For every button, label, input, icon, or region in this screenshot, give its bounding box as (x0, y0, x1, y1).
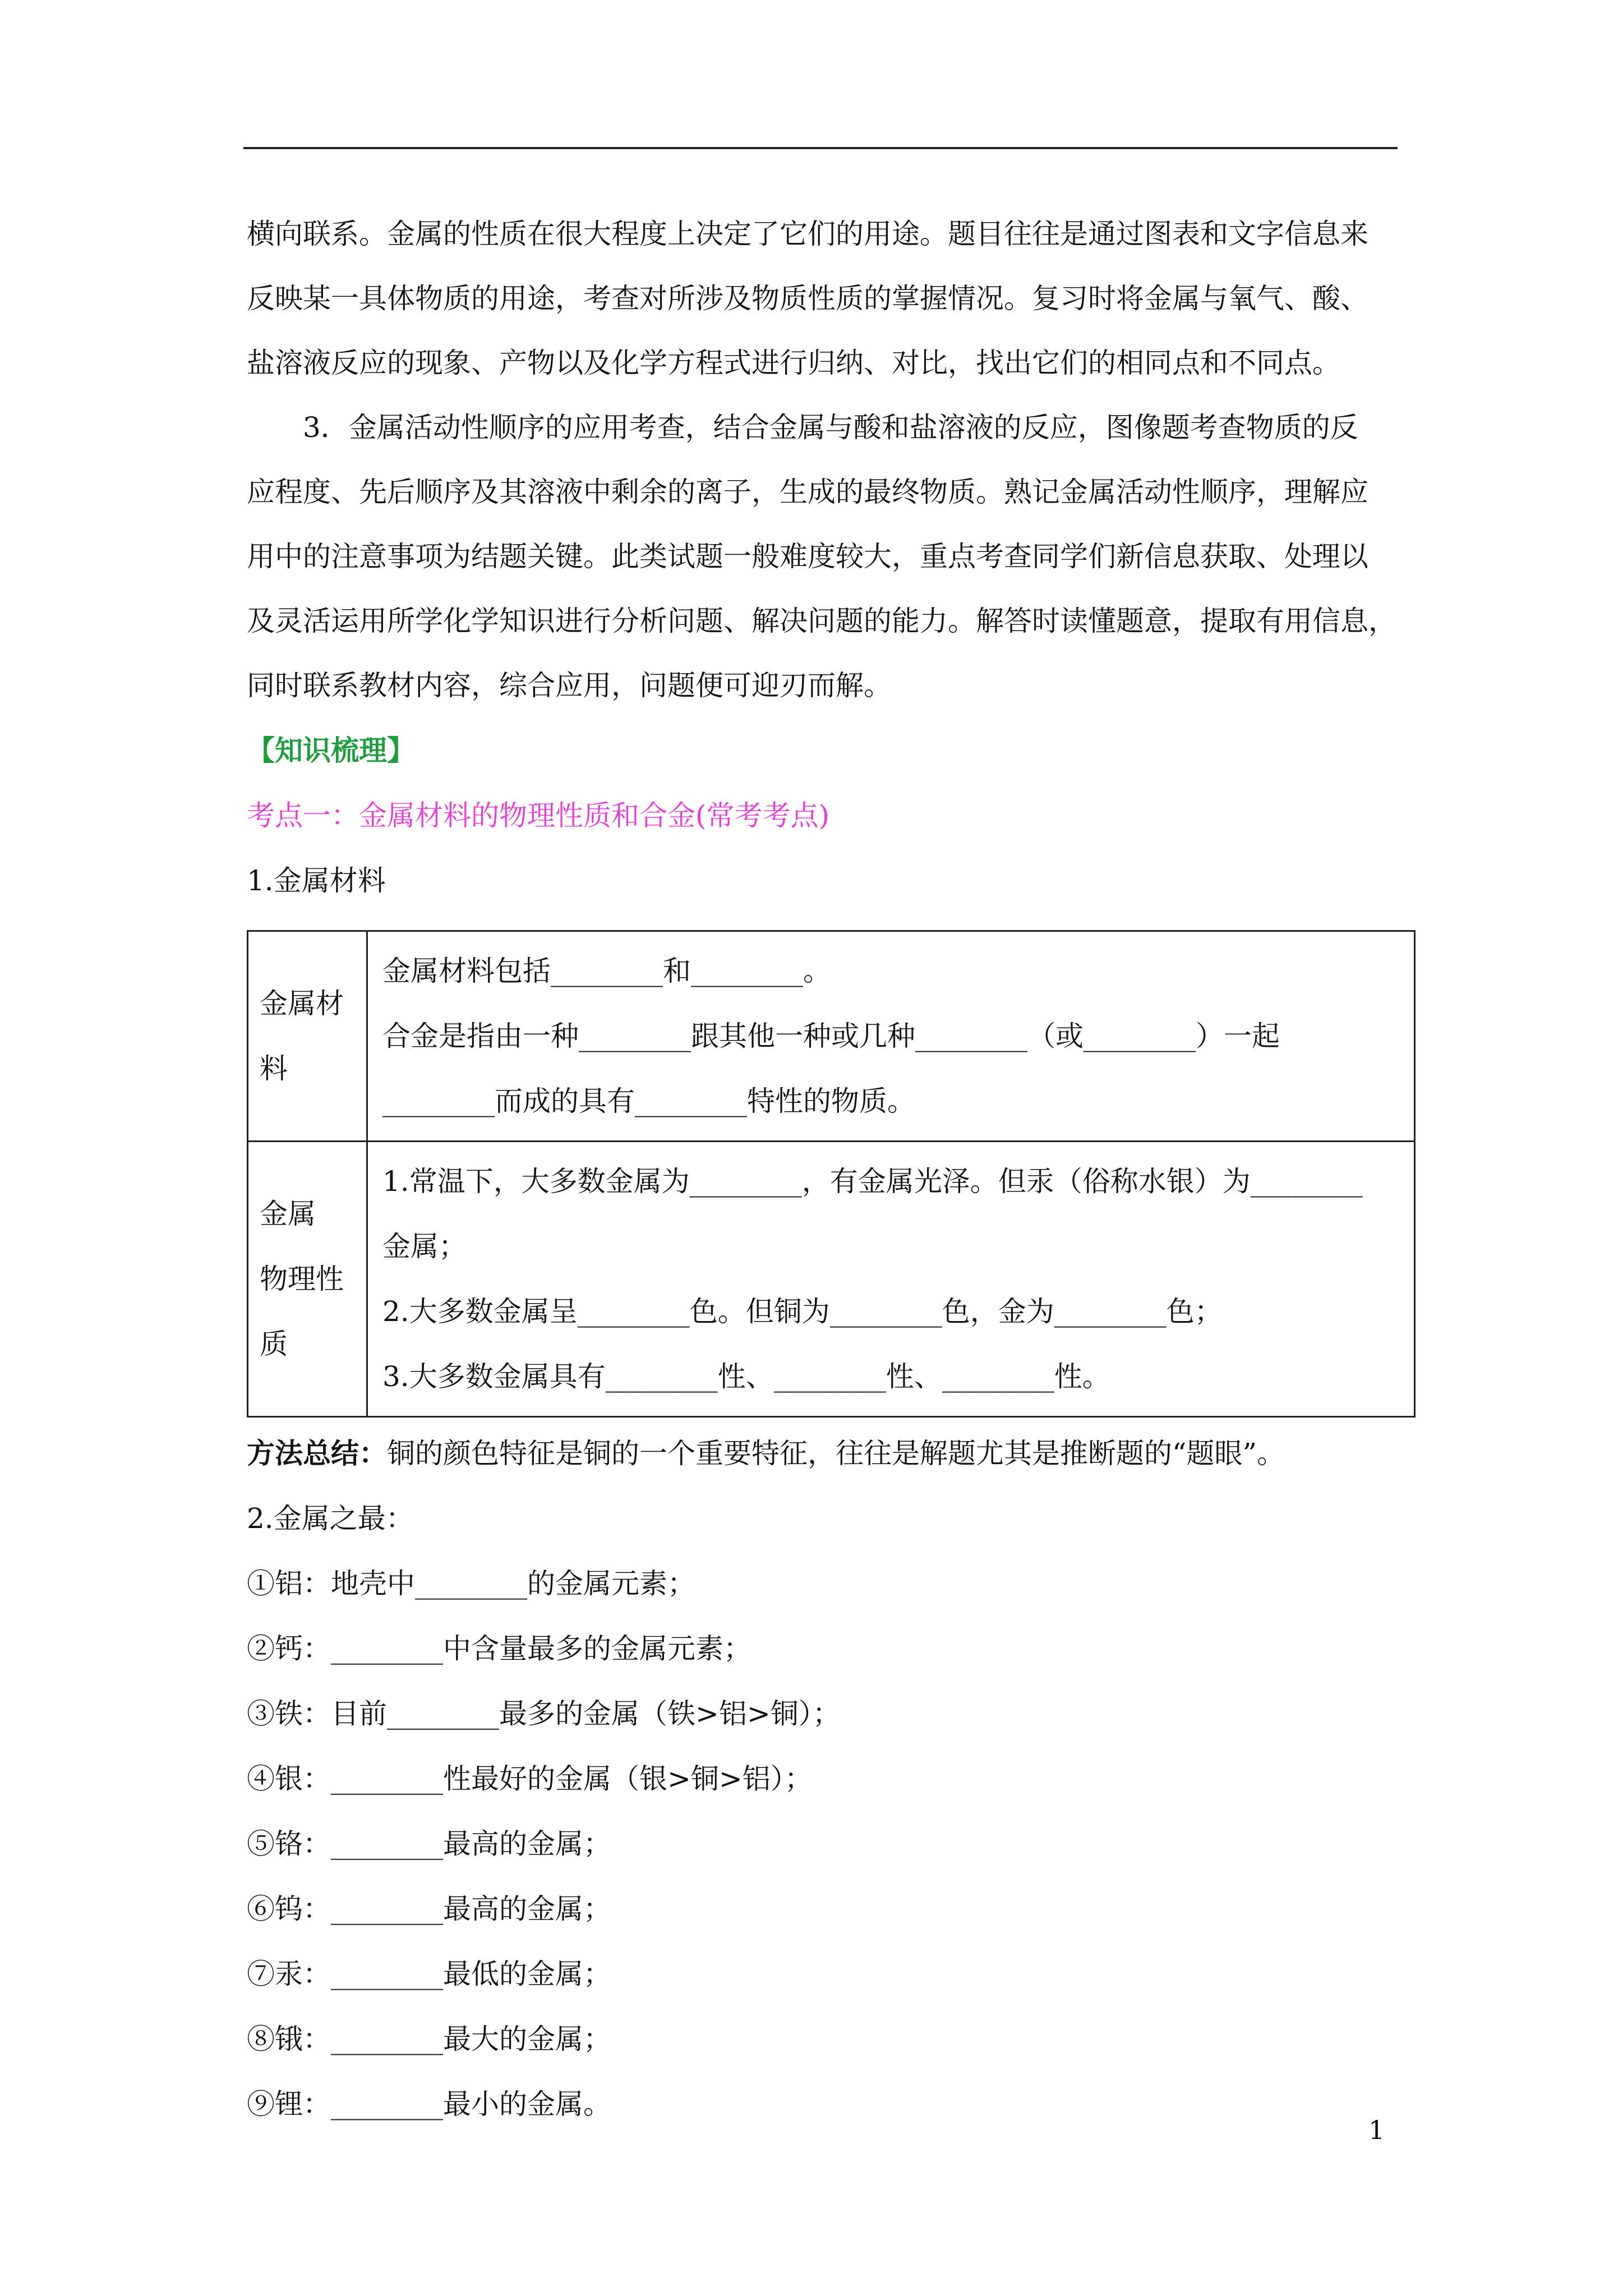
list-item: ④银：________性最好的金属（银>铜>铝）； (247, 1763, 813, 1795)
intro-paragraph-2 (247, 395, 1404, 718)
intro-paragraph-1 (247, 202, 1404, 395)
document-body (247, 202, 1404, 2137)
row-header-line: 金属 (260, 1198, 316, 1230)
paragraph-line: 用中的注意事项为结题关键。此类试题一般难度较大，重点考查同学们新信息获取、处理以 (247, 540, 1368, 573)
cell-line: ________而成的具有________特性的物质。 (382, 1085, 915, 1117)
list-item: ⑤铬：________最高的金属； (247, 1828, 611, 1860)
cell-line: 2.大多数金属呈________色。但铜为________色，金为________色； (382, 1295, 1223, 1328)
paragraph-line: 3．金属活动性顺序的应用考查，结合金属与酸和盐溶液的反应，图像题考查物质的反 (303, 411, 1358, 444)
header-rule (243, 147, 1398, 149)
subsection-title: 1.金属材料 (247, 864, 386, 897)
table-row (248, 931, 1415, 1142)
table-row (248, 1142, 1415, 1417)
list-item: ①铝：地壳中________的金属元素； (247, 1567, 695, 1600)
cell-line: 3.大多数金属具有________性、________性、________性。 (382, 1360, 1110, 1393)
row-header (248, 931, 367, 1142)
paragraph-line: 应程度、先后顺序及其溶液中剩余的离子，生成的最终物质。熟记金属活动性顺序，理解应 (247, 476, 1368, 508)
topic-heading: 考点一：金属材料的物理性质和合金(常考考点) (247, 799, 830, 832)
page-number: 1 (1368, 2115, 1385, 2145)
section-heading: 【知识梳理】 (247, 734, 415, 767)
cell-line: 合金是指由一种________跟其他一种或几种________（或________）一起 (382, 1020, 1280, 1052)
metal-superlatives-list (247, 1551, 1404, 2137)
method-summary-text: 铜的颜色特征是铜的一个重要特征，往往是解题尤其是推断题的“题眼”。 (387, 1437, 1285, 1470)
list-item: ③铁：目前________最多的金属（铁>铝>铜）； (247, 1697, 841, 1730)
cell-line: 1.常温下，大多数金属为________，有金属光泽。但汞（俗称水银）为________ (382, 1165, 1363, 1198)
row-header-line: 金属材 (260, 987, 344, 1020)
list-item: ⑨锂：________最小的金属。 (247, 2088, 611, 2120)
cell-line: 金属； (382, 1230, 467, 1263)
list-item: ⑥钨：________最高的金属； (247, 1893, 611, 1925)
list-item: ②钙：________中含量最多的金属元素； (247, 1632, 751, 1665)
paragraph-line: 横向联系。金属的性质在很大程度上决定了它们的用途。题目往往是通过图表和文字信息来 (247, 218, 1368, 250)
list-item: ⑦汞：________最低的金属； (247, 1958, 611, 1990)
cell-line: 金属材料包括________和________。 (382, 955, 831, 987)
paragraph-line: 反映某一具体物质的用途，考查对所涉及物质性质的掌握情况。复习时将金属与氧气、酸、 (247, 282, 1368, 315)
paragraph-line: 及灵活运用所学化学知识进行分析问题、解决问题的能力。解答时读懂题意，提取有用信息， (247, 605, 1396, 637)
list-item: ⑧锇：________最大的金属； (247, 2023, 611, 2055)
row-header-line: 质 (260, 1328, 288, 1360)
paragraph-line: 同时联系教材内容，综合应用，问题便可迎刃而解。 (247, 669, 892, 702)
table-cell (367, 1142, 1415, 1417)
method-summary-label: 方法总结： (247, 1437, 387, 1470)
metal-materials-table (247, 930, 1415, 1418)
row-header-line: 料 (260, 1052, 288, 1085)
row-header (248, 1142, 367, 1417)
row-header-line: 物理性 (260, 1263, 344, 1295)
method-summary (247, 1421, 1404, 1486)
subsection-title: 2.金属之最： (247, 1502, 414, 1535)
table-cell (367, 931, 1415, 1142)
paragraph-line: 盐溶液反应的现象、产物以及化学方程式进行归纳、对比，找出它们的相同点和不同点。 (247, 347, 1340, 379)
